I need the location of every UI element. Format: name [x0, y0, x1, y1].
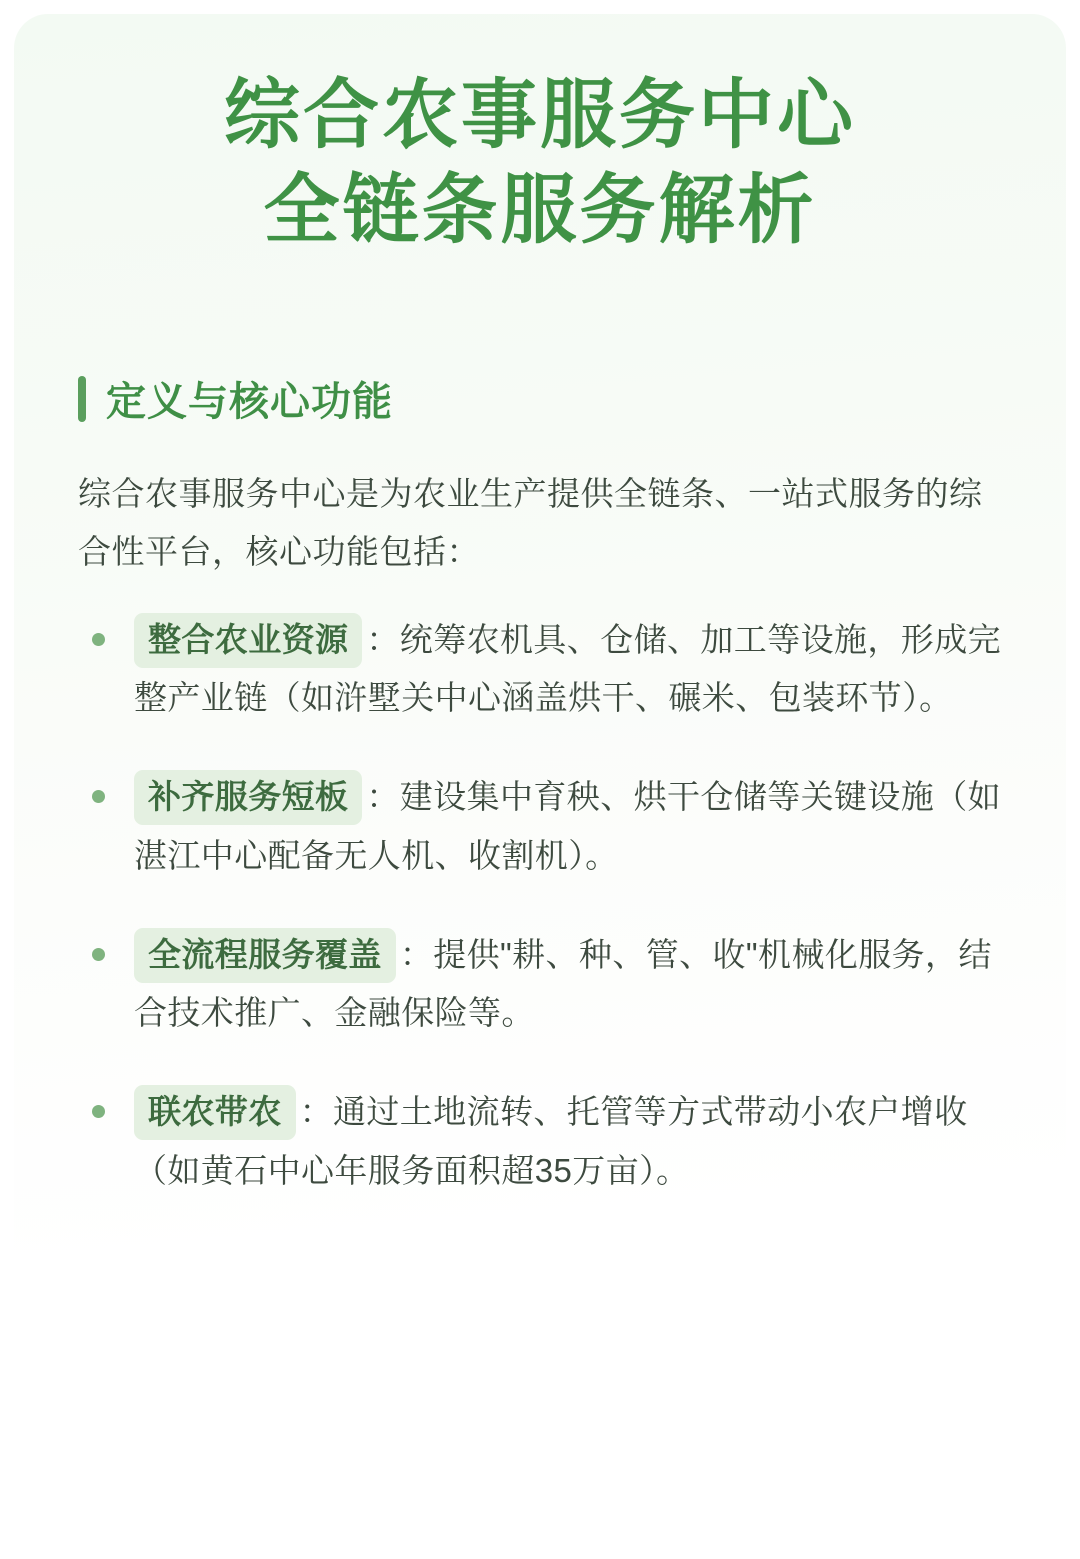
- poster-title-line-2: 全链条服务解析: [263, 165, 817, 255]
- section-accent-bar: [78, 376, 86, 422]
- section-title: 定义与核心功能: [106, 379, 393, 426]
- list-item-body: [134, 1083, 1004, 1200]
- bullet-dot-icon: [92, 948, 105, 961]
- list-item-text: ：统筹农机具、仓储、加工等设施，形成完整产业链（如浒墅关中心涵盖烘干、碾米、包装环节）。: [134, 620, 1002, 717]
- list-item: [78, 926, 1004, 1043]
- list-item-text: ：通过土地流转、托管等方式带动小农户增收（如黄石中心年服务面积超35万亩）。: [134, 1093, 968, 1189]
- list-item-body: [134, 926, 1004, 1043]
- list-item: [78, 768, 1004, 885]
- bullet-dot-icon: [92, 790, 105, 803]
- bullet-dot-icon: [92, 1105, 105, 1118]
- list-item-tag: 全流程服务覆盖: [134, 928, 396, 983]
- poster-header: [14, 14, 1066, 255]
- list-item-tag: 整合农业资源: [134, 613, 362, 668]
- poster-card: [14, 14, 1066, 1545]
- feature-list: [78, 611, 1004, 1201]
- bullet-dot-icon: [92, 633, 105, 646]
- list-item-text: ：提供"耕、种、管、收"机械化服务，结合技术推广、金融保险等。: [134, 935, 992, 1032]
- list-item-tag: 联农带农: [134, 1085, 296, 1140]
- section-header: [78, 370, 1004, 427]
- poster-title-line-1: 综合农事服务中心: [224, 70, 856, 159]
- section-lead-paragraph: 综合农事服务中心是为农业生产提供全链条、一站式服务的综合性平台，核心功能包括：: [78, 475, 983, 570]
- list-item-text: ：建设集中育秧、烘干仓储等关键设施（如湛江中心配备无人机、收割机）。: [134, 778, 1002, 874]
- list-item-tag: 补齐服务短板: [134, 770, 362, 825]
- list-item-body: [134, 611, 1004, 728]
- section-definition-core-functions: [14, 370, 1066, 1200]
- list-item: [78, 1083, 1004, 1200]
- list-item-body: [134, 768, 1004, 885]
- list-item: [78, 611, 1004, 728]
